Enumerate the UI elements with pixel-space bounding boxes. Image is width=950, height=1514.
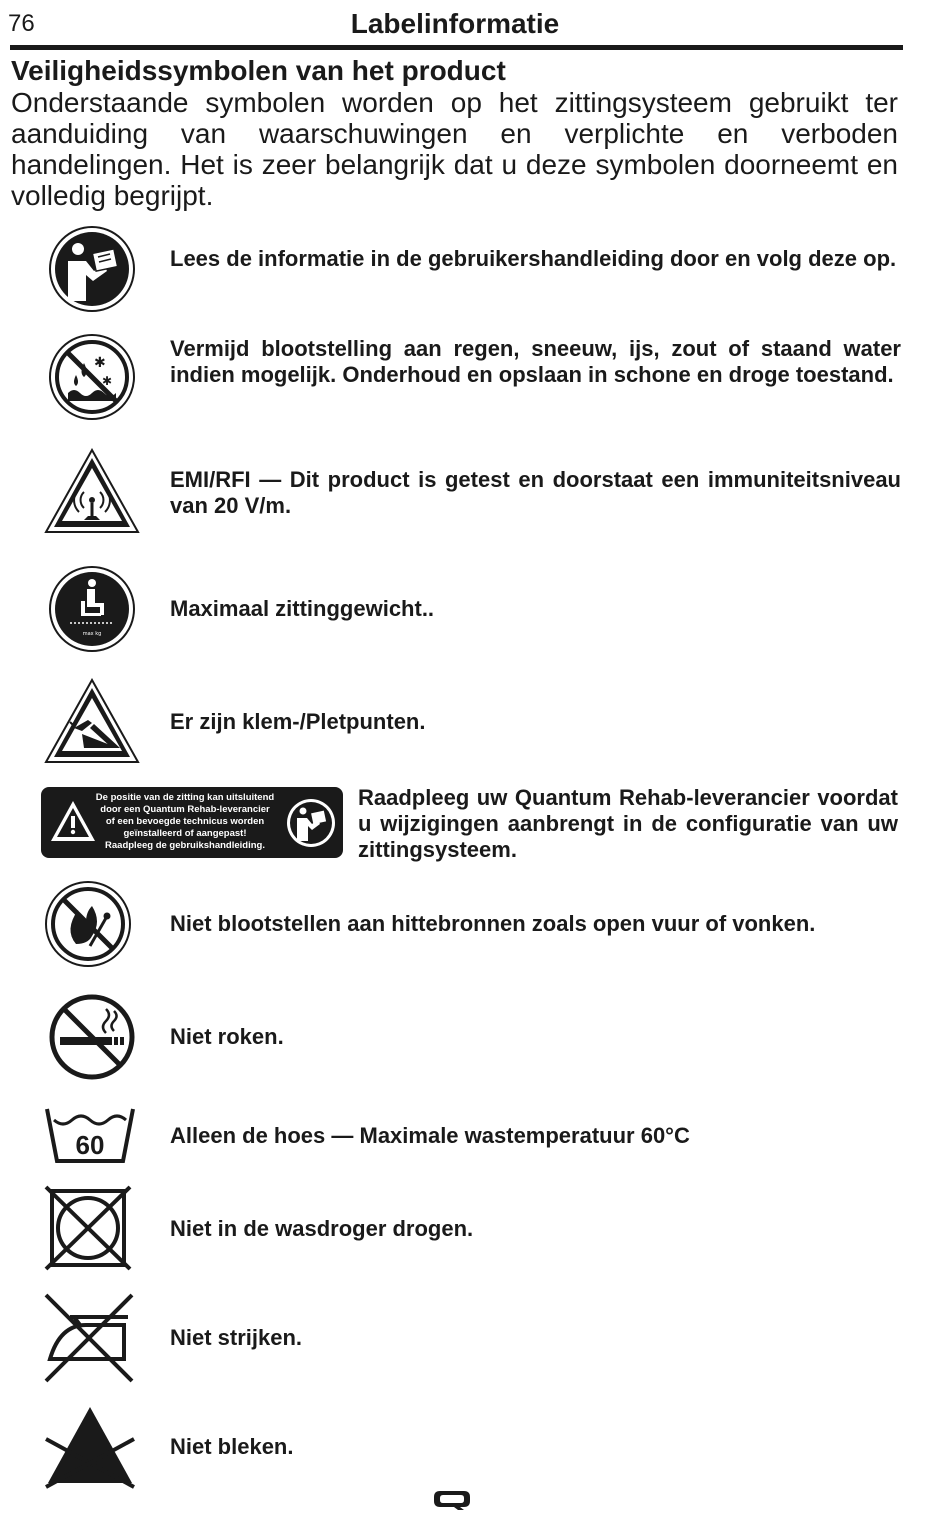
no-bleach-icon (44, 1403, 136, 1489)
max-seat-weight-icon (48, 565, 136, 653)
badge-line: of een bevoegde technicus worden (105, 816, 265, 827)
badge-line: Raadpleeg de gebruikshandleiding. (105, 840, 265, 851)
title-rule (10, 45, 903, 50)
symbol-text-no-tumble-dry: Niet in de wasdroger drogen. (170, 1216, 474, 1241)
emi-rfi-warning-icon (44, 448, 140, 534)
no-ironing-icon (44, 1293, 134, 1383)
read-manual-icon (48, 225, 136, 313)
svg-text:✱: ✱ (94, 355, 106, 371)
no-tumble-dry-icon (44, 1185, 132, 1271)
no-water-exposure-icon (48, 333, 136, 421)
symbol-text-no-smoking: Niet roken. (170, 1024, 284, 1049)
symbol-text-wash: Alleen de hoes — Maximale wastemperatuur 60°C (170, 1123, 690, 1148)
pinch-point-warning-icon (44, 678, 140, 764)
symbol-text-emi-rfi: EMI/RFI — Dit product is getest en doorstaat een immuniteitsniveau van 20 V/m. (170, 467, 901, 518)
symbol-text-max-weight: Maximaal zittinggewicht.. (170, 596, 435, 621)
badge-line: door een Quantum Rehab-leverancier (100, 804, 270, 815)
read-manual-small-icon (285, 797, 337, 849)
symbol-text-no-ironing: Niet strijken. (170, 1325, 303, 1350)
symbol-text-pinch-point: Er zijn klem-/Pletpunten. (170, 709, 426, 734)
weight-value: max kg (82, 631, 102, 637)
wash-temp-value: 60 (75, 1130, 105, 1160)
no-heat-source-icon (44, 880, 132, 968)
section-heading: Veiligheidssymbolen van het product (11, 55, 506, 86)
symbol-text-no-water: Vermijd blootstelling aan regen, sneeuw, ijs, zout of staand water indien mogelijk. Onderhoud en opslaan in schone en droge toestand. (170, 336, 901, 387)
badge-line: geïnstalleerd of aangepast! (123, 828, 247, 839)
seat-position-label-icon (41, 787, 343, 858)
svg-text:✱: ✱ (102, 374, 113, 388)
no-smoking-icon (48, 993, 136, 1081)
symbol-text-seat-position: Raadpleeg uw Quantum Rehab-leverancier voordat u wijzigingen aanbrengt in de configuratie van uw zittingsysteem. (358, 785, 898, 862)
badge-line: De positie van de zitting kan uitsluitend (95, 792, 275, 803)
page-number: 76 (8, 10, 35, 37)
symbol-text-no-bleach: Niet bleken. (170, 1434, 294, 1459)
wash-60-icon (44, 1106, 136, 1164)
page-title: Labelinformatie (350, 8, 560, 39)
badge-text (85, 792, 285, 852)
symbol-text-read-manual: Lees de informatie in de gebruikershandleiding door en volg deze op. (170, 246, 897, 271)
symbol-text-no-heat: Niet blootstellen aan hittebronnen zoals open vuur of vonken. (170, 911, 816, 936)
quantum-logo-icon (434, 1489, 472, 1511)
intro-paragraph: Onderstaande symbolen worden op het zittingsysteem gebruikt ter aanduiding van waarschuwingen en verplichte en verboden handelingen. Het is zeer belangrijk dat u deze symbolen doorneemt en volledig begrijpt. (11, 87, 898, 211)
